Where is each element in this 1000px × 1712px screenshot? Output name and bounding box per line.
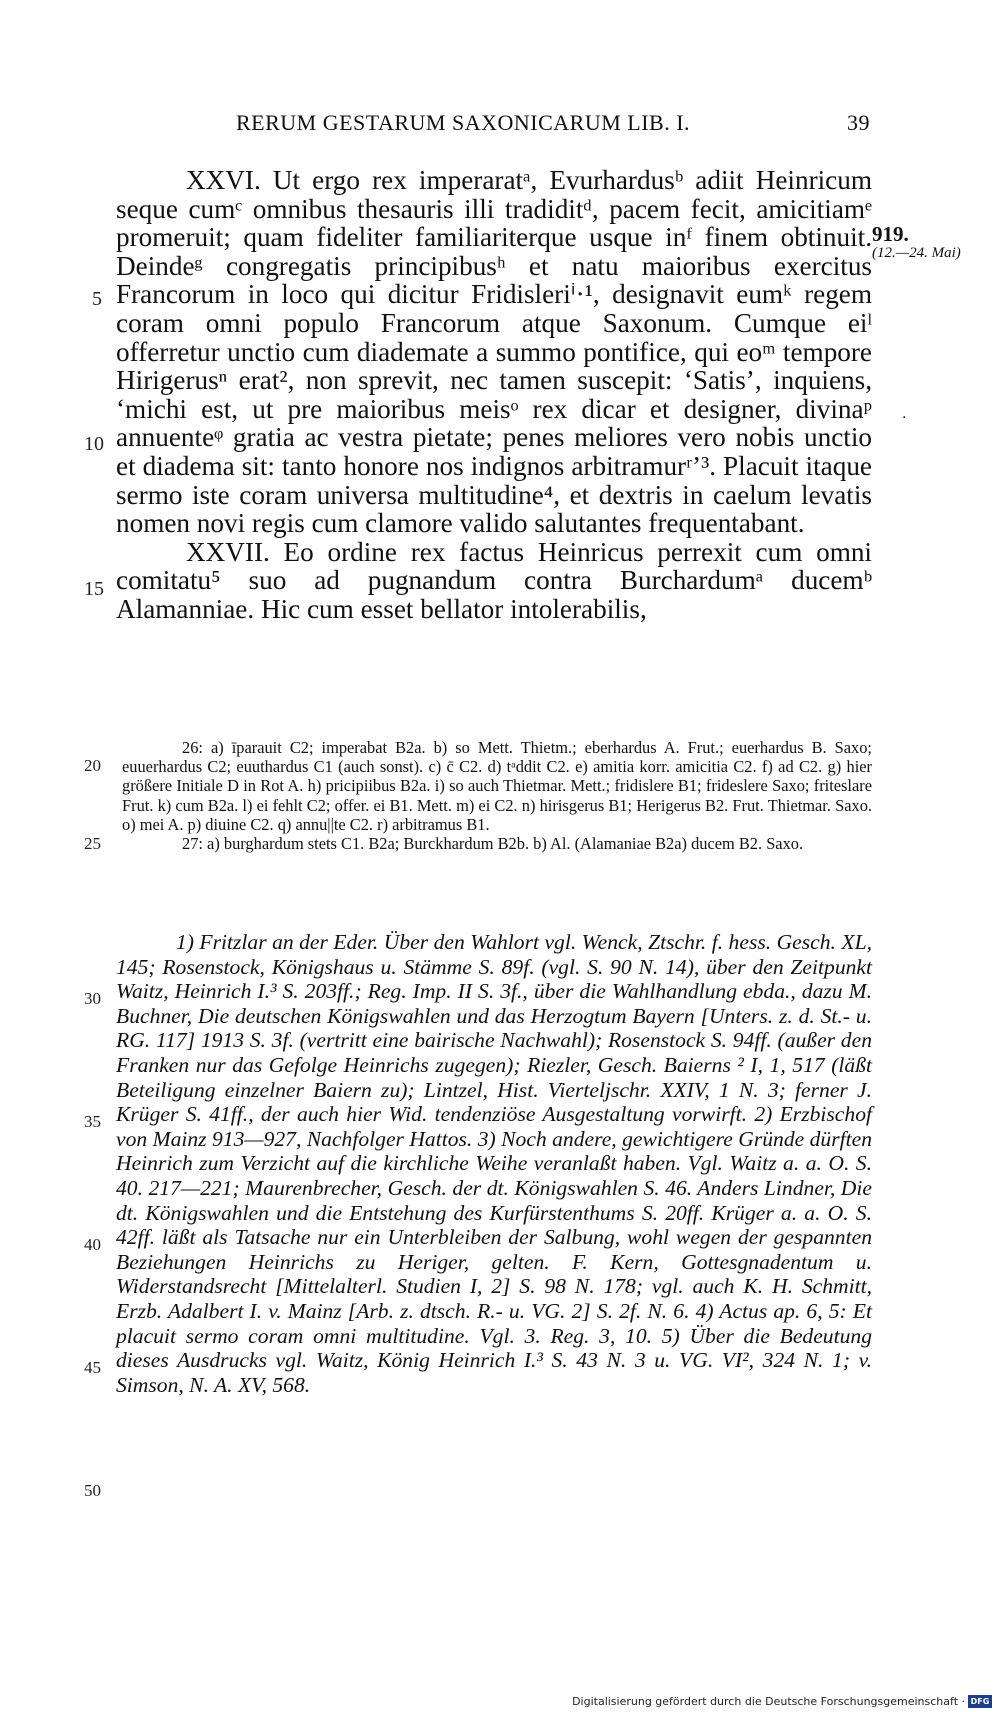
chapter-27-text: XXVII. Eo ordine rex factus Heinricus perrexit cum omni comitatu⁵ suo ad pugnandum contra Burchardumᵃ ducemᵇ Alamanniae. Hic cum esset bellator intolerabilis, [116, 536, 872, 624]
apparatus-chapter-27: 27: a) burghardum stets C1. B2a; Burckhardum B2b. b) Al. (Alamaniae B2a) ducem B2. Saxo. [182, 834, 804, 854]
credit-text: Digitalisierung gefördert durch die Deutsche Forschungsgemeinschaft · [572, 1695, 965, 1708]
line-number: 25 [84, 834, 101, 853]
margin-date-range: (12.—24. Mai) [872, 245, 961, 261]
line-number: 35 [84, 1112, 101, 1131]
line-number: 10 [84, 433, 104, 455]
line-number: 5 [92, 288, 102, 310]
margin-mark: · [902, 410, 907, 426]
line-number: 45 [84, 1358, 101, 1377]
footnote-text: 1) Fritzlar an der Eder. Über den Wahlort vgl. Wenck, Ztschr. f. hess. Gesch. XL, 145; Rosenstock, Königshaus u. Stämme S. 89f. (vgl. S. 90 N. 14), über den Zeitpunkt Waitz, Heinrich I.³ S. 203ff.; Reg. Imp. II S. 3f., über die Wahlhandlung ebda., dazu M. Buchner, Die deutschen Königswahlen und das Herzogtum Bayern [Unters. z. d. St.- u. RG. 117] 1913 S. 3f. (vertritt eine bairische Nachwahl); Rosenstock S. 94ff. (außer den Franken nur das Gefolge Heinrichs zugegen); Riezler, Gesch. Baierns ² I, 1, 517 (läßt Beteiligung einzelner Baiern zu); Lintzel, Hist. Vierteljschr. XXIV, 1 N. 3; ferner J. Krüger S. 41ff., der auch hier Wid. tendenziöse Ausgestaltung vorwirft. 2) Erzbischof von Mainz 913—927, Nachfolger Hattos. 3) Noch andere, gewichtigere Gründe dürften Heinrich zum Verzicht auf die kirchliche Weihe veranlaßt haben. Vgl. Waitz a. a. O. S. 40. 217—221; Maurenbrecher, Gesch. der dt. Königswahlen S. 46. Anders Lindner, Die dt. Königswahlen und die Entstehung des Kurfürstenthums S. 20ff. Krüger a. a. O. S. 42ff. läßt als Tatsache nur ein Unterbleiben der Salbung, wohl wegen der gespannten Beziehungen Heinrichs zu Heriger, gelten. F. Kern, Gottesgnadentum u. Widerstandsrecht [Mittelalterl. Studien I, 2] S. 98 N. 178; vgl. auch K. H. Schmitt, Erzb. Adalbert I. v. Mainz [Arb. z. dtsch. R.- u. VG. 2] S. 2f. N. 6. 4) Actus ap. 6, 5: Et placuit sermo coram omni multitudine. Vgl. 3. Reg. 3, 10. 5) Über die Bedeutung dieses Ausdrucks vgl. Waitz, König Heinrich I.³ S. 43 N. 3 u. VG. VI², 324 N. 1; v. Simson, N. A. XV, 568. [116, 930, 872, 1397]
margin-year: 919. [872, 222, 909, 246]
line-number: 40 [84, 1235, 101, 1254]
main-text [116, 166, 872, 624]
dfg-logo-icon: DFG [968, 1695, 992, 1708]
line-number: 30 [84, 989, 101, 1008]
critical-apparatus [122, 738, 872, 853]
digitization-credit [572, 1695, 992, 1708]
line-number: 20 [84, 756, 101, 775]
line-number: 15 [84, 578, 104, 600]
chapter-26-text: XXVI. Ut ergo rex imperaratᵃ, Evurhardusᵇ adiit Heinricum seque cumᶜ omnibus thesauris illi tradiditᵈ, pacem fecit, amicitiamᵉ promeruit; quam fideliter familiariterque usque inᶠ finem obtinuit. Deindeᵍ congregatis principibusʰ et natu maioribus exercitus Francorum in loco qui dicitur Fridisleriⁱ·¹, designavit eumᵏ regem coram omni populo Francorum atque Saxonum. Cumque eiˡ offerretur unctio cum diademate a summo pontifice, qui eoᵐ tempore Hirigerusⁿ erat², non sprevit, nec tamen suscepit: ‘Satis’, inquiens, ‘michi est, ut pre maioribus meisᵒ rex dicar et designer, divinaᵖ annuenteᵠ gratia ac vestra pietate; penes meliores vero nobis unctio et diadema sit: tanto honore nos indignos arbitramurʳ’³. Placuit itaque sermo iste coram universa multitudine⁴, et dextris in caelum levatis nomen novi regis cum clamore valido salutantes frequentabant. [116, 165, 872, 539]
apparatus-chapter-26: 26: a) īparauit C2; imperabat B2a. b) so Mett. Thietm.; eberhardus A. Frut.; euerhardus B. Saxo; euuerhardus C2; euuthardus C1 (auch sonst). c) c̄ C2. d) tᵃddit C2. e) amitia korr. amicitia C2. f) ad C2. g) hier größere Initiale D in Rot A. h) pricipiibus B2a. i) so auch Thietmar. Mett.; fridislere B1; frideslere Saxo; friteslare Frut. k) cum B2a. l) ei fehlt C2; offer. ei B1. Mett. m) ei C2. n) hirisgerus B1; Herigerus B2. Frut. Thietmar. Saxo. o) mei A. p) diuine C2. q) annu||te C2. r) arbitramus B1. [122, 738, 872, 834]
page-number: 39 [847, 110, 870, 135]
margin-date-note [872, 222, 961, 262]
running-title: RERUM GESTARUM SAXONICARUM LIB. I. [236, 110, 691, 135]
historical-footnotes [116, 930, 872, 1397]
line-number: 50 [84, 1481, 101, 1500]
